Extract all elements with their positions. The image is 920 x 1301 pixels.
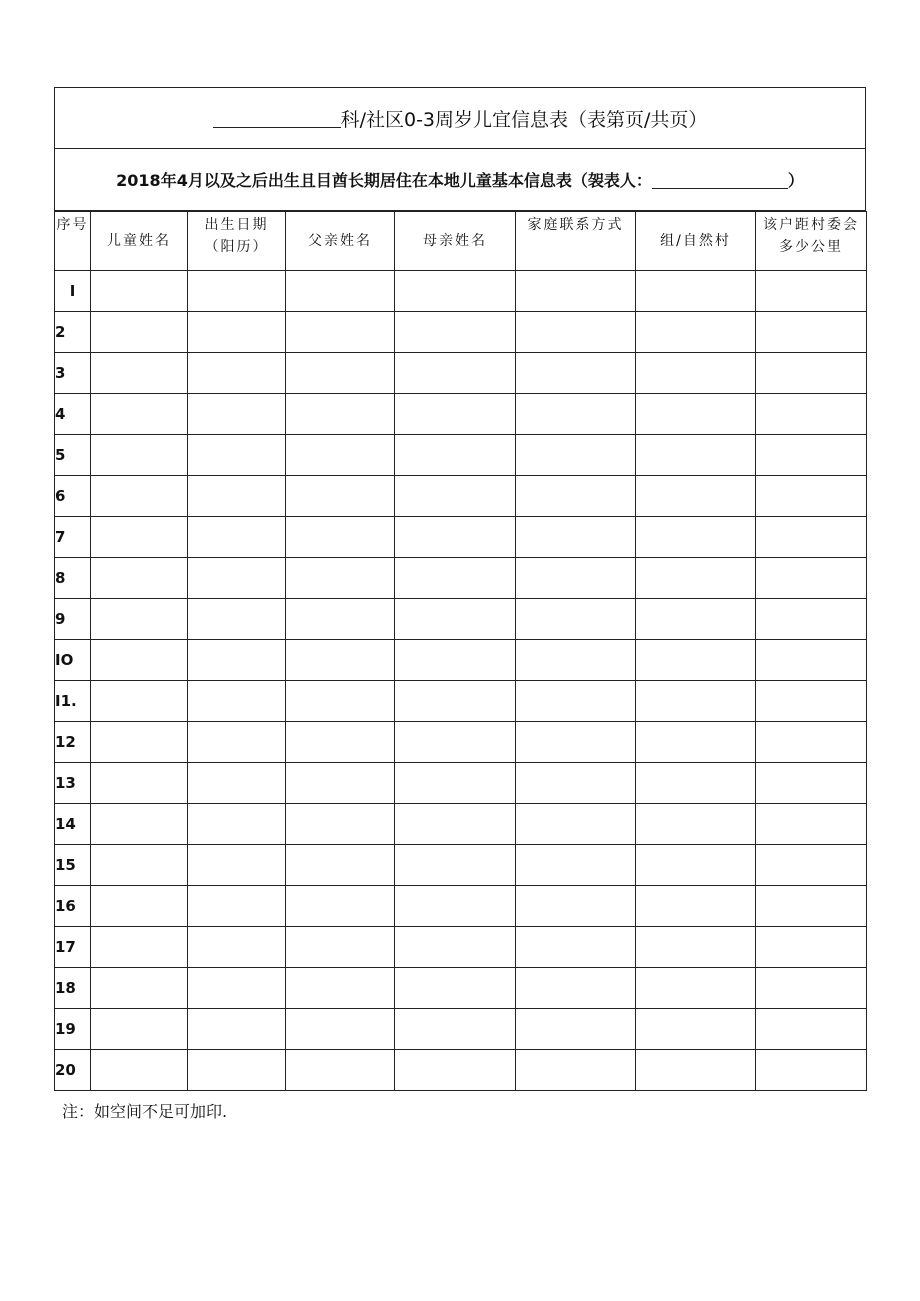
child-name-cell[interactable] (91, 312, 188, 353)
contact-cell[interactable] (516, 886, 636, 927)
village-group-cell[interactable] (636, 271, 756, 312)
form-subtitle: 2018年4月以及之后出生且目酋长期居住在本地儿童基本信息表（袈表人： (116, 171, 652, 190)
footnote: 注：如空间不足可加印. (62, 1102, 228, 1121)
father-name-cell[interactable] (286, 558, 395, 599)
father-name-cell[interactable] (286, 517, 395, 558)
mother-name-cell[interactable] (395, 394, 516, 435)
village-group-cell[interactable] (636, 353, 756, 394)
table-row (55, 763, 867, 804)
birth-date-cell[interactable] (188, 599, 286, 640)
mother-name-cell[interactable] (395, 681, 516, 722)
distance-cell[interactable] (756, 845, 867, 886)
child-name-cell[interactable] (91, 476, 188, 517)
table-row (55, 640, 867, 681)
mother-name-cell[interactable] (395, 312, 516, 353)
contact-cell[interactable] (516, 1050, 636, 1091)
row-number: 15 (55, 845, 91, 886)
table-row (55, 271, 867, 312)
birth-date-cell[interactable] (188, 312, 286, 353)
table-row (55, 476, 867, 517)
form-sheet (54, 87, 866, 1091)
birth-date-cell[interactable] (188, 476, 286, 517)
birth-date-cell[interactable] (188, 681, 286, 722)
mother-name-cell[interactable] (395, 640, 516, 681)
row-number: 4 (55, 394, 91, 435)
org-name-blank[interactable] (213, 109, 341, 128)
village-group-cell[interactable] (636, 312, 756, 353)
table-row (55, 1050, 867, 1091)
birth-date-cell[interactable] (188, 353, 286, 394)
child-info-table (54, 211, 867, 1091)
child-name-cell[interactable] (91, 845, 188, 886)
distance-cell[interactable] (756, 476, 867, 517)
birth-date-cell[interactable] (188, 271, 286, 312)
child-name-cell[interactable] (91, 558, 188, 599)
mother-name-cell[interactable] (395, 599, 516, 640)
village-group-cell[interactable] (636, 763, 756, 804)
village-group-cell[interactable] (636, 640, 756, 681)
birth-date-cell[interactable] (188, 1050, 286, 1091)
birth-date-cell[interactable] (188, 722, 286, 763)
child-name-cell[interactable] (91, 886, 188, 927)
father-name-cell[interactable] (286, 927, 395, 968)
row-number: 17 (55, 927, 91, 968)
father-name-cell[interactable] (286, 599, 395, 640)
mother-name-cell[interactable] (395, 558, 516, 599)
row-number: 6 (55, 476, 91, 517)
row-number: 16 (55, 886, 91, 927)
birth-date-cell[interactable] (188, 763, 286, 804)
mother-name-cell[interactable] (395, 476, 516, 517)
father-name-cell[interactable] (286, 1050, 395, 1091)
contact-cell[interactable] (516, 353, 636, 394)
mother-name-cell[interactable] (395, 968, 516, 1009)
child-name-cell[interactable] (91, 763, 188, 804)
table-row (55, 435, 867, 476)
mother-name-cell[interactable] (395, 722, 516, 763)
father-name-cell[interactable] (286, 271, 395, 312)
village-group-cell[interactable] (636, 681, 756, 722)
distance-cell[interactable] (756, 599, 867, 640)
child-name-cell[interactable] (91, 353, 188, 394)
mother-name-cell[interactable] (395, 353, 516, 394)
row-number: I (55, 271, 91, 312)
distance-cell[interactable] (756, 517, 867, 558)
village-group-cell[interactable] (636, 968, 756, 1009)
row-number: 8 (55, 558, 91, 599)
row-number: 13 (55, 763, 91, 804)
row-number: 3 (55, 353, 91, 394)
contact-cell[interactable] (516, 968, 636, 1009)
village-group-cell[interactable] (636, 1050, 756, 1091)
contact-cell[interactable] (516, 1009, 636, 1050)
distance-cell[interactable] (756, 763, 867, 804)
birth-date-cell[interactable] (188, 886, 286, 927)
table-row (55, 804, 867, 845)
row-number: 20 (55, 1050, 91, 1091)
mother-name-cell[interactable] (395, 886, 516, 927)
distance-cell[interactable] (756, 640, 867, 681)
child-name-cell[interactable] (91, 599, 188, 640)
distance-cell[interactable] (756, 886, 867, 927)
father-name-cell[interactable] (286, 476, 395, 517)
father-name-cell[interactable] (286, 968, 395, 1009)
form-subtitle-close: ） (787, 171, 804, 190)
header-child-name: 儿童姓名 (91, 212, 188, 271)
birth-date-cell[interactable] (188, 927, 286, 968)
mother-name-cell[interactable] (395, 1009, 516, 1050)
contact-cell[interactable] (516, 271, 636, 312)
child-name-cell[interactable] (91, 394, 188, 435)
distance-cell[interactable] (756, 804, 867, 845)
header-village-group: 组/自然村 (636, 212, 756, 271)
table-row (55, 394, 867, 435)
father-name-cell[interactable] (286, 804, 395, 845)
child-name-cell[interactable] (91, 681, 188, 722)
table-row (55, 722, 867, 763)
child-name-cell[interactable] (91, 1009, 188, 1050)
table-row (55, 312, 867, 353)
header-father-name: 父亲姓名 (286, 212, 395, 271)
birth-date-cell[interactable] (188, 804, 286, 845)
village-group-cell[interactable] (636, 927, 756, 968)
father-name-cell[interactable] (286, 353, 395, 394)
distance-cell[interactable] (756, 271, 867, 312)
form-title-row (54, 87, 866, 149)
table-row (55, 968, 867, 1009)
contact-cell[interactable] (516, 517, 636, 558)
table-row (55, 353, 867, 394)
village-group-cell[interactable] (636, 722, 756, 763)
birth-date-cell[interactable] (188, 640, 286, 681)
filler-name-blank[interactable] (652, 170, 788, 189)
village-group-cell[interactable] (636, 599, 756, 640)
row-number: 7 (55, 517, 91, 558)
father-name-cell[interactable] (286, 722, 395, 763)
mother-name-cell[interactable] (395, 1050, 516, 1091)
village-group-cell[interactable] (636, 804, 756, 845)
mother-name-cell[interactable] (395, 517, 516, 558)
table-row (55, 1009, 867, 1050)
father-name-cell[interactable] (286, 1009, 395, 1050)
distance-cell[interactable] (756, 681, 867, 722)
village-group-cell[interactable] (636, 517, 756, 558)
mother-name-cell[interactable] (395, 927, 516, 968)
contact-cell[interactable] (516, 558, 636, 599)
distance-cell[interactable] (756, 353, 867, 394)
mother-name-cell[interactable] (395, 763, 516, 804)
row-number: 19 (55, 1009, 91, 1050)
table-row (55, 681, 867, 722)
contact-cell[interactable] (516, 312, 636, 353)
birth-date-cell[interactable] (188, 1009, 286, 1050)
child-name-cell[interactable] (91, 804, 188, 845)
table-row (55, 599, 867, 640)
child-name-cell[interactable] (91, 435, 188, 476)
contact-cell[interactable] (516, 476, 636, 517)
contact-cell[interactable] (516, 394, 636, 435)
village-group-cell[interactable] (636, 1009, 756, 1050)
birth-date-cell[interactable] (188, 968, 286, 1009)
father-name-cell[interactable] (286, 394, 395, 435)
row-number: IO (55, 640, 91, 681)
table-row (55, 517, 867, 558)
table-row (55, 927, 867, 968)
distance-cell[interactable] (756, 312, 867, 353)
father-name-cell[interactable] (286, 845, 395, 886)
table-row (55, 845, 867, 886)
row-number: 14 (55, 804, 91, 845)
contact-cell[interactable] (516, 763, 636, 804)
header-contact: 家庭联系方式 (516, 212, 636, 271)
child-name-cell[interactable] (91, 968, 188, 1009)
child-name-cell[interactable] (91, 640, 188, 681)
village-group-cell[interactable] (636, 886, 756, 927)
distance-cell[interactable] (756, 1009, 867, 1050)
distance-cell[interactable] (756, 435, 867, 476)
contact-cell[interactable] (516, 640, 636, 681)
father-name-cell[interactable] (286, 763, 395, 804)
birth-date-cell[interactable] (188, 517, 286, 558)
contact-cell[interactable] (516, 722, 636, 763)
row-number: 18 (55, 968, 91, 1009)
mother-name-cell[interactable] (395, 435, 516, 476)
distance-cell[interactable] (756, 927, 867, 968)
distance-cell[interactable] (756, 968, 867, 1009)
distance-cell[interactable] (756, 1050, 867, 1091)
contact-cell[interactable] (516, 681, 636, 722)
row-number: 9 (55, 599, 91, 640)
father-name-cell[interactable] (286, 312, 395, 353)
village-group-cell[interactable] (636, 394, 756, 435)
father-name-cell[interactable] (286, 435, 395, 476)
contact-cell[interactable] (516, 804, 636, 845)
mother-name-cell[interactable] (395, 804, 516, 845)
village-group-cell[interactable] (636, 558, 756, 599)
child-name-cell[interactable] (91, 927, 188, 968)
distance-cell[interactable] (756, 558, 867, 599)
distance-cell[interactable] (756, 722, 867, 763)
form-title: 科/社区0-3周岁儿宜信息表（表第页/共页） (340, 108, 708, 131)
birth-date-cell[interactable] (188, 558, 286, 599)
header-mother-name: 母亲姓名 (395, 212, 516, 271)
table-row (55, 886, 867, 927)
mother-name-cell[interactable] (395, 271, 516, 312)
table-row (55, 558, 867, 599)
mother-name-cell[interactable] (395, 845, 516, 886)
row-number: 5 (55, 435, 91, 476)
form-subtitle-row (54, 149, 866, 211)
child-name-cell[interactable] (91, 1050, 188, 1091)
row-number: 2 (55, 312, 91, 353)
contact-cell[interactable] (516, 599, 636, 640)
contact-cell[interactable] (516, 845, 636, 886)
header-distance: 该户距村委会 多少公里 (756, 212, 867, 271)
father-name-cell[interactable] (286, 640, 395, 681)
child-name-cell[interactable] (91, 722, 188, 763)
village-group-cell[interactable] (636, 476, 756, 517)
father-name-cell[interactable] (286, 681, 395, 722)
village-group-cell[interactable] (636, 845, 756, 886)
birth-date-cell[interactable] (188, 845, 286, 886)
child-name-cell[interactable] (91, 271, 188, 312)
contact-cell[interactable] (516, 927, 636, 968)
row-number: I1. (55, 681, 91, 722)
father-name-cell[interactable] (286, 886, 395, 927)
table-header-row (55, 212, 867, 271)
distance-cell[interactable] (756, 394, 867, 435)
row-number: 12 (55, 722, 91, 763)
village-group-cell[interactable] (636, 435, 756, 476)
contact-cell[interactable] (516, 435, 636, 476)
header-birth-date: 出生日期 （阳历） (188, 212, 286, 271)
header-seq: 序号 (55, 212, 91, 271)
birth-date-cell[interactable] (188, 394, 286, 435)
child-name-cell[interactable] (91, 517, 188, 558)
birth-date-cell[interactable] (188, 435, 286, 476)
